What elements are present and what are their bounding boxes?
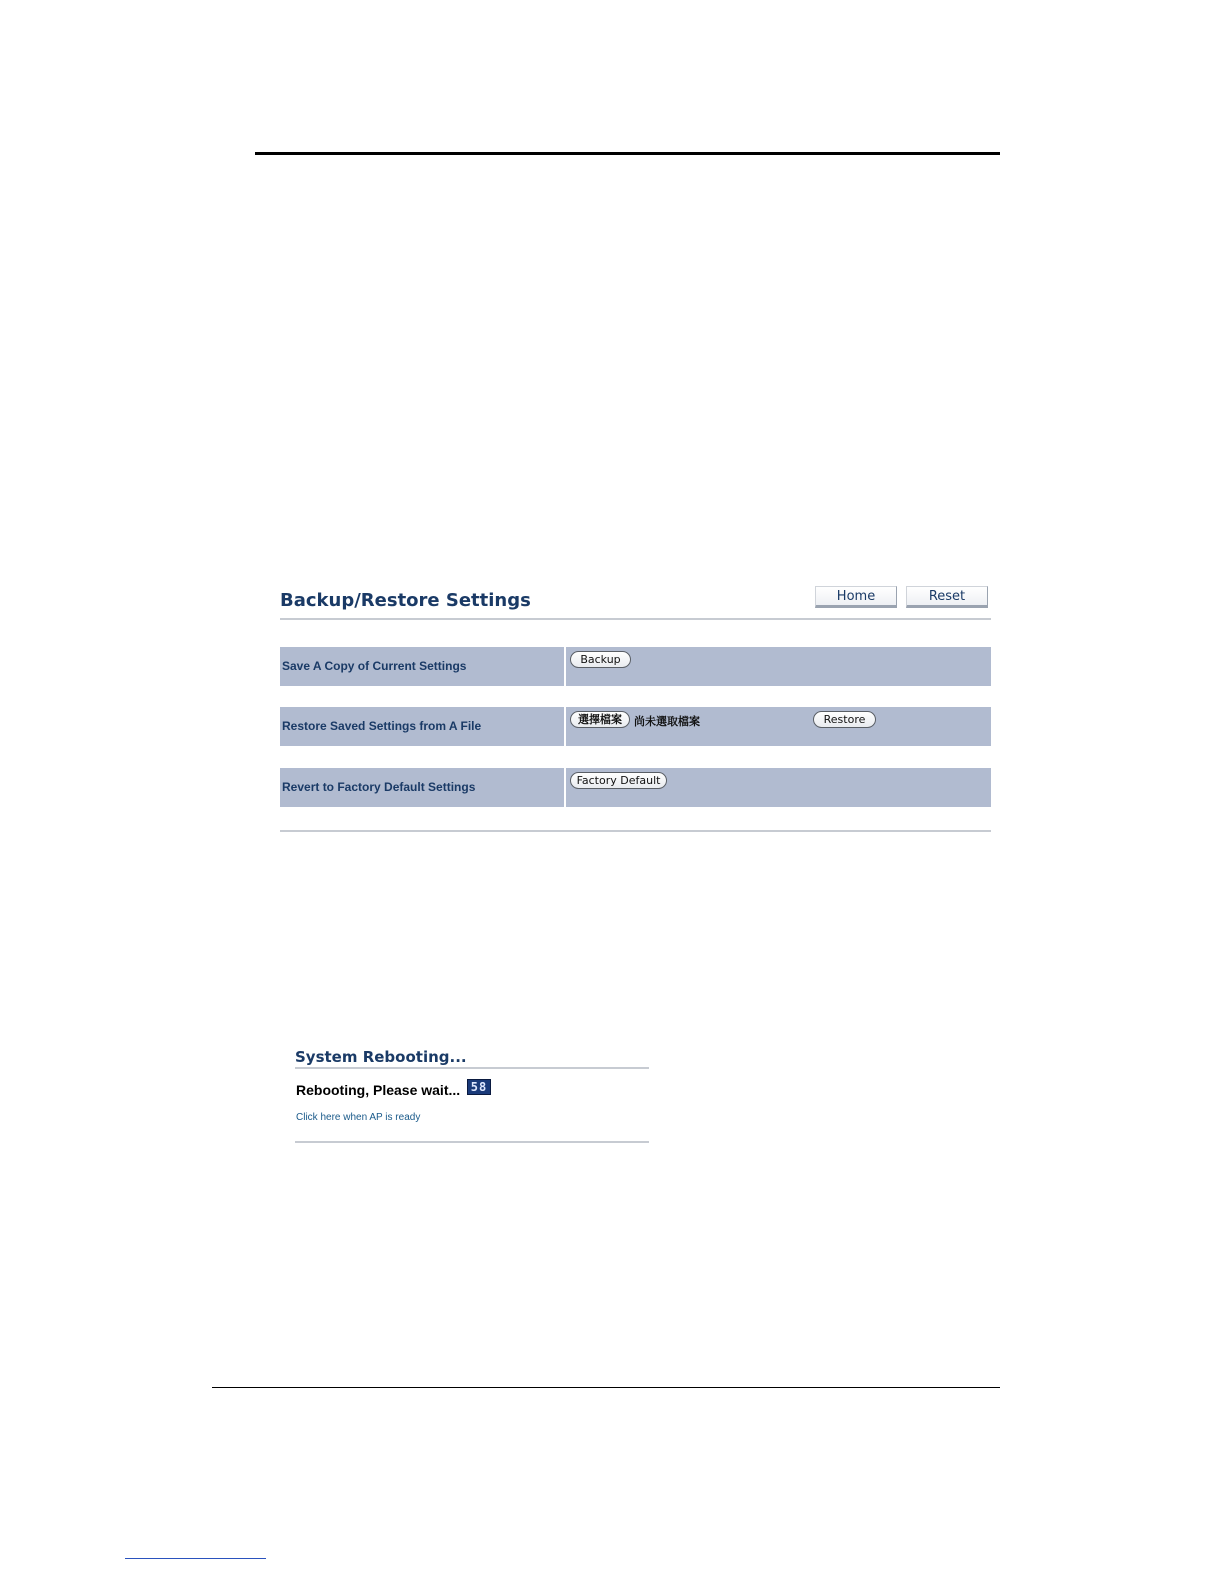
backup-label: Save A Copy of Current Settings bbox=[280, 647, 564, 686]
footnote-underline bbox=[125, 1558, 266, 1559]
factory-default-label: Revert to Factory Default Settings bbox=[280, 768, 564, 807]
backup-row bbox=[280, 647, 991, 686]
reset-button[interactable]: Reset bbox=[906, 586, 988, 608]
factory-default-row bbox=[280, 768, 991, 807]
restore-value-cell bbox=[566, 707, 991, 746]
restore-label: Restore Saved Settings from A File bbox=[280, 707, 564, 746]
reboot-bottom-divider bbox=[295, 1141, 649, 1143]
restore-row bbox=[280, 707, 991, 746]
reboot-countdown: 58 bbox=[467, 1079, 491, 1095]
top-rule bbox=[255, 152, 1000, 155]
reboot-message: Rebooting, Please wait... bbox=[296, 1082, 461, 1098]
restore-button[interactable]: Restore bbox=[813, 711, 876, 728]
backup-value-cell bbox=[566, 647, 991, 686]
factory-default-value-cell bbox=[566, 768, 991, 807]
reboot-title: System Rebooting... bbox=[295, 1048, 467, 1066]
footer-rule bbox=[212, 1387, 1000, 1388]
reboot-panel bbox=[295, 1044, 649, 1144]
ap-ready-link[interactable]: Click here when AP is ready bbox=[296, 1112, 421, 1123]
factory-default-button[interactable]: Factory Default bbox=[570, 772, 667, 789]
title-divider bbox=[280, 618, 991, 620]
page-title: Backup/Restore Settings bbox=[280, 590, 531, 611]
home-button[interactable]: Home bbox=[815, 586, 897, 608]
backup-button[interactable]: Backup bbox=[570, 651, 631, 668]
reboot-divider bbox=[295, 1067, 649, 1069]
panel-bottom-divider bbox=[280, 830, 991, 832]
choose-file-button[interactable]: 選擇檔案 bbox=[570, 711, 630, 728]
backup-restore-panel bbox=[280, 580, 991, 832]
no-file-chosen-text: 尚未選取檔案 bbox=[634, 715, 700, 728]
